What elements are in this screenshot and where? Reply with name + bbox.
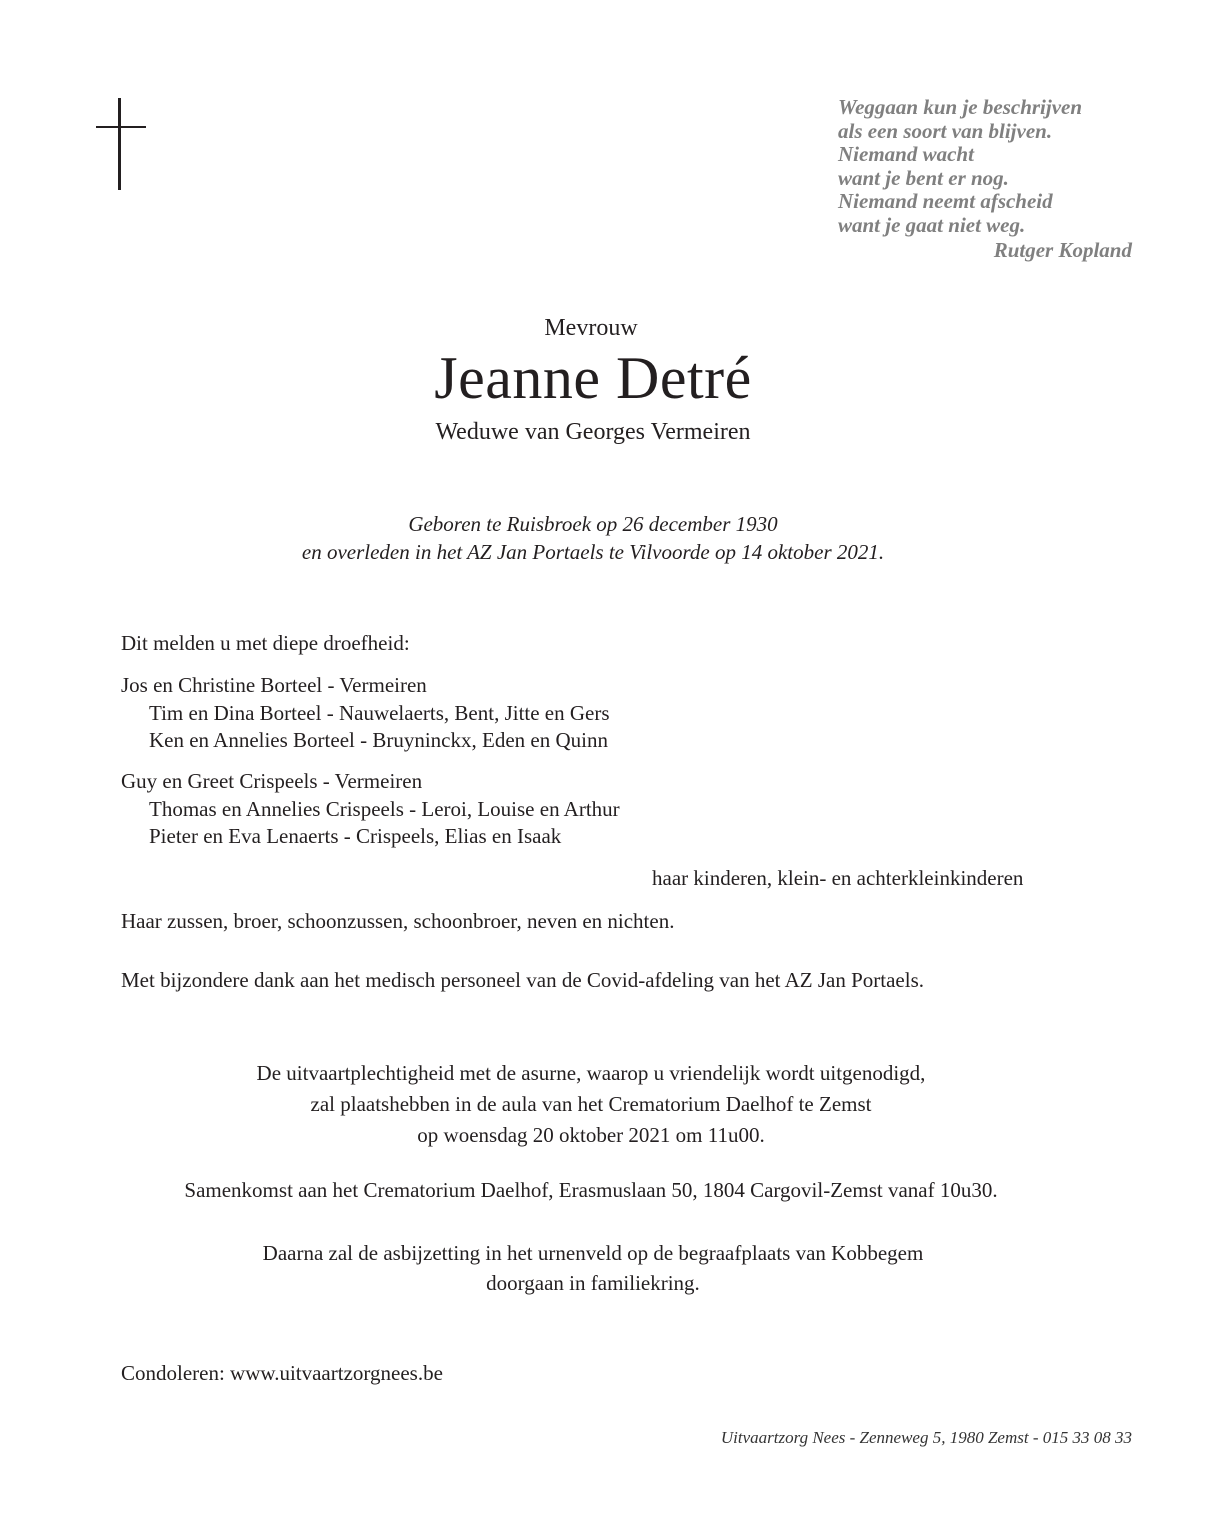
- widow-of: Weduwe van Georges Vermeiren: [435, 419, 751, 445]
- announcement: Dit melden u met diepe droefheid:: [121, 631, 410, 655]
- gathering-info: Samenkomst aan het Crematorium Daelhof, Erasmuslaan 50, 1804 Cargovil-Zemst vanaf 10u30.: [184, 1178, 998, 1202]
- ceremony-line: op woensdag 20 oktober 2021 om 11u00.: [417, 1123, 765, 1147]
- ceremony-info: [0, 1058, 1198, 1151]
- deceased-name: Jeanne Detré: [434, 345, 752, 411]
- family-head: Jos en Christine Borteel - Vermeiren: [121, 673, 427, 697]
- poem-line: Niemand wacht: [838, 142, 974, 166]
- ceremony-line: De uitvaartplechtigheid met de asurne, waarop u vriendelijk wordt uitgenodigd,: [256, 1061, 926, 1085]
- ceremony-line: zal plaatshebben in de aula van het Crematorium Daelhof te Zemst: [310, 1092, 872, 1116]
- died-line: en overleden in het AZ Jan Portaels te Vilvoorde op 14 oktober 2021.: [301, 540, 885, 564]
- family-child: Tim en Dina Borteel - Nauwelaerts, Bent, Jitte en Gers: [149, 700, 610, 725]
- family-group: [121, 768, 620, 851]
- thanks-line: Met bijzondere dank aan het medisch personeel van de Covid-afdeling van het AZ Jan Portaels.: [121, 968, 925, 992]
- poem-line: Weggaan kun je beschrijven: [838, 95, 1083, 119]
- family-child: Pieter en Eva Lenaerts - Crispeels, Elias en Isaak: [149, 824, 562, 848]
- family-group: [121, 672, 610, 755]
- burial-info: [0, 1238, 1200, 1298]
- cross-horizontal-bar: [96, 126, 146, 128]
- footer-funeral-home: Uitvaartzorg Nees - Zenneweg 5, 1980 Zemst - 015 33 08 33: [720, 1428, 1132, 1447]
- poem-line: als een soort van blijven.: [838, 118, 1053, 143]
- poem: [838, 96, 1138, 263]
- family-head: Guy en Greet Crispeels - Vermeiren: [121, 769, 423, 793]
- cross-vertical-bar: [118, 98, 121, 190]
- family-child: Ken en Annelies Borteel - Bruyninckx, Eden en Quinn: [149, 728, 608, 752]
- siblings-line: Haar zussen, broer, schoonzussen, schoonbroer, neven en nichten.: [121, 909, 675, 933]
- poem-line: want je bent er nog.: [838, 165, 1009, 190]
- cross-icon: [96, 98, 146, 190]
- family-child: Thomas en Annelies Crispeels - Leroi, Louise en Arthur: [149, 796, 620, 821]
- salutation: Mevrouw: [544, 315, 638, 341]
- relation-line: haar kinderen, klein- en achterkleinkinderen: [652, 866, 1024, 890]
- poem-author: Rutger Kopland: [993, 238, 1132, 262]
- poem-line: want je gaat niet weg.: [838, 212, 1026, 237]
- burial-line: Daarna zal de asbijzetting in het urnenveld op de begraafplaats van Kobbegem: [262, 1241, 924, 1265]
- poem-line: Niemand neemt afscheid: [838, 189, 1053, 213]
- birth-death-dates: [0, 510, 1200, 566]
- condolences-link[interactable]: Condoleren: www.uitvaartzorgnees.be: [121, 1361, 443, 1385]
- born-line: Geboren te Ruisbroek op 26 december 1930: [408, 512, 778, 536]
- burial-line: doorgaan in familiekring.: [486, 1271, 700, 1295]
